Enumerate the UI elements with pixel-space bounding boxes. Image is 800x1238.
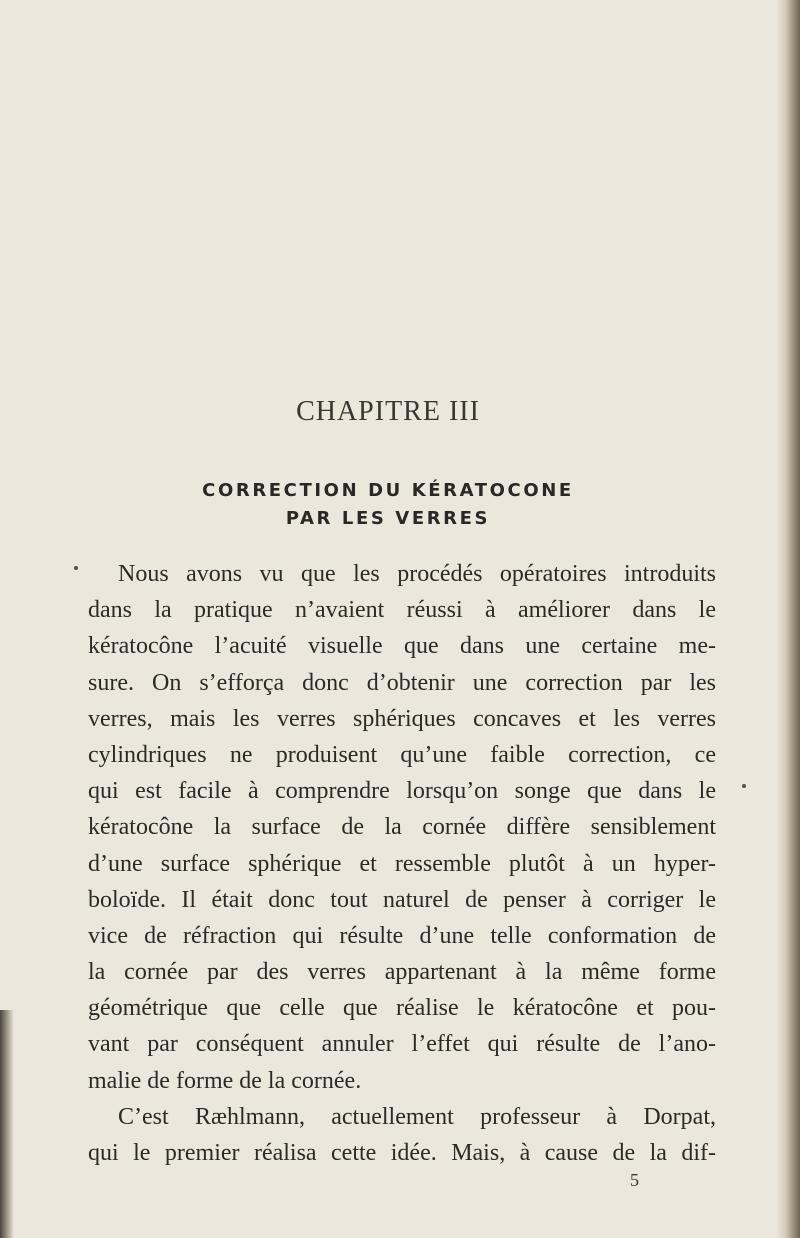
- text-line: la cornée par des verres appartenant à la même forme: [88, 959, 716, 986]
- text-line: d’une surface sphérique et ressemble plutôt à un hyper-: [88, 850, 716, 877]
- text-line: kératocône la surface de la cornée diffère sensiblement: [88, 814, 716, 841]
- chapter-title: CHAPITRE III: [296, 396, 480, 427]
- page-binding-shadow: [0, 1010, 14, 1238]
- text-line: boloïde. Il était donc tout naturel de penser à corriger le: [88, 886, 716, 913]
- section-heading-line-1: CORRECTION DU KÉRATOCONE: [202, 480, 574, 501]
- text-line: Nous avons vu que les procédés opératoires introduits: [118, 561, 716, 587]
- text-line: géométrique que celle que réalise le kératocône et pou-: [88, 995, 716, 1022]
- ink-speck: [74, 566, 78, 570]
- text-line: malie de forme de la cornée.: [88, 1067, 362, 1094]
- text-line: dans la pratique n’avaient réussi à améliorer dans le: [88, 597, 716, 624]
- text-line: kératocône l’acuité visuelle que dans une certaine me-: [88, 633, 716, 660]
- text-line: cylindriques ne produisent qu’une faible correction, ce: [88, 741, 716, 768]
- text-line: C’est Ræhlmann, actuellement professeur à Dorpat,: [118, 1103, 716, 1130]
- text-line: vant par conséquent annuler l’effet qui résulte de l’ano-: [88, 1031, 716, 1058]
- ink-speck: [742, 784, 746, 788]
- text-line: sure. On s’efforça donc d’obtenir une correction par les: [88, 669, 716, 696]
- body-text: [88, 556, 716, 1171]
- text-line: vice de réfraction qui résulte d’une telle conformation de: [88, 922, 716, 949]
- text-line: qui le premier réalisa cette idée. Mais, à cause de la dif-: [88, 1140, 716, 1166]
- text-line: verres, mais les verres sphériques concaves et les verres: [88, 705, 716, 732]
- page-edge-shadow: [776, 0, 800, 1238]
- section-heading-line-2: PAR LES VERRES: [285, 508, 491, 529]
- page-number: 5: [630, 1170, 639, 1190]
- text-line: qui est facile à comprendre lorsqu’on songe que dans le: [88, 778, 716, 805]
